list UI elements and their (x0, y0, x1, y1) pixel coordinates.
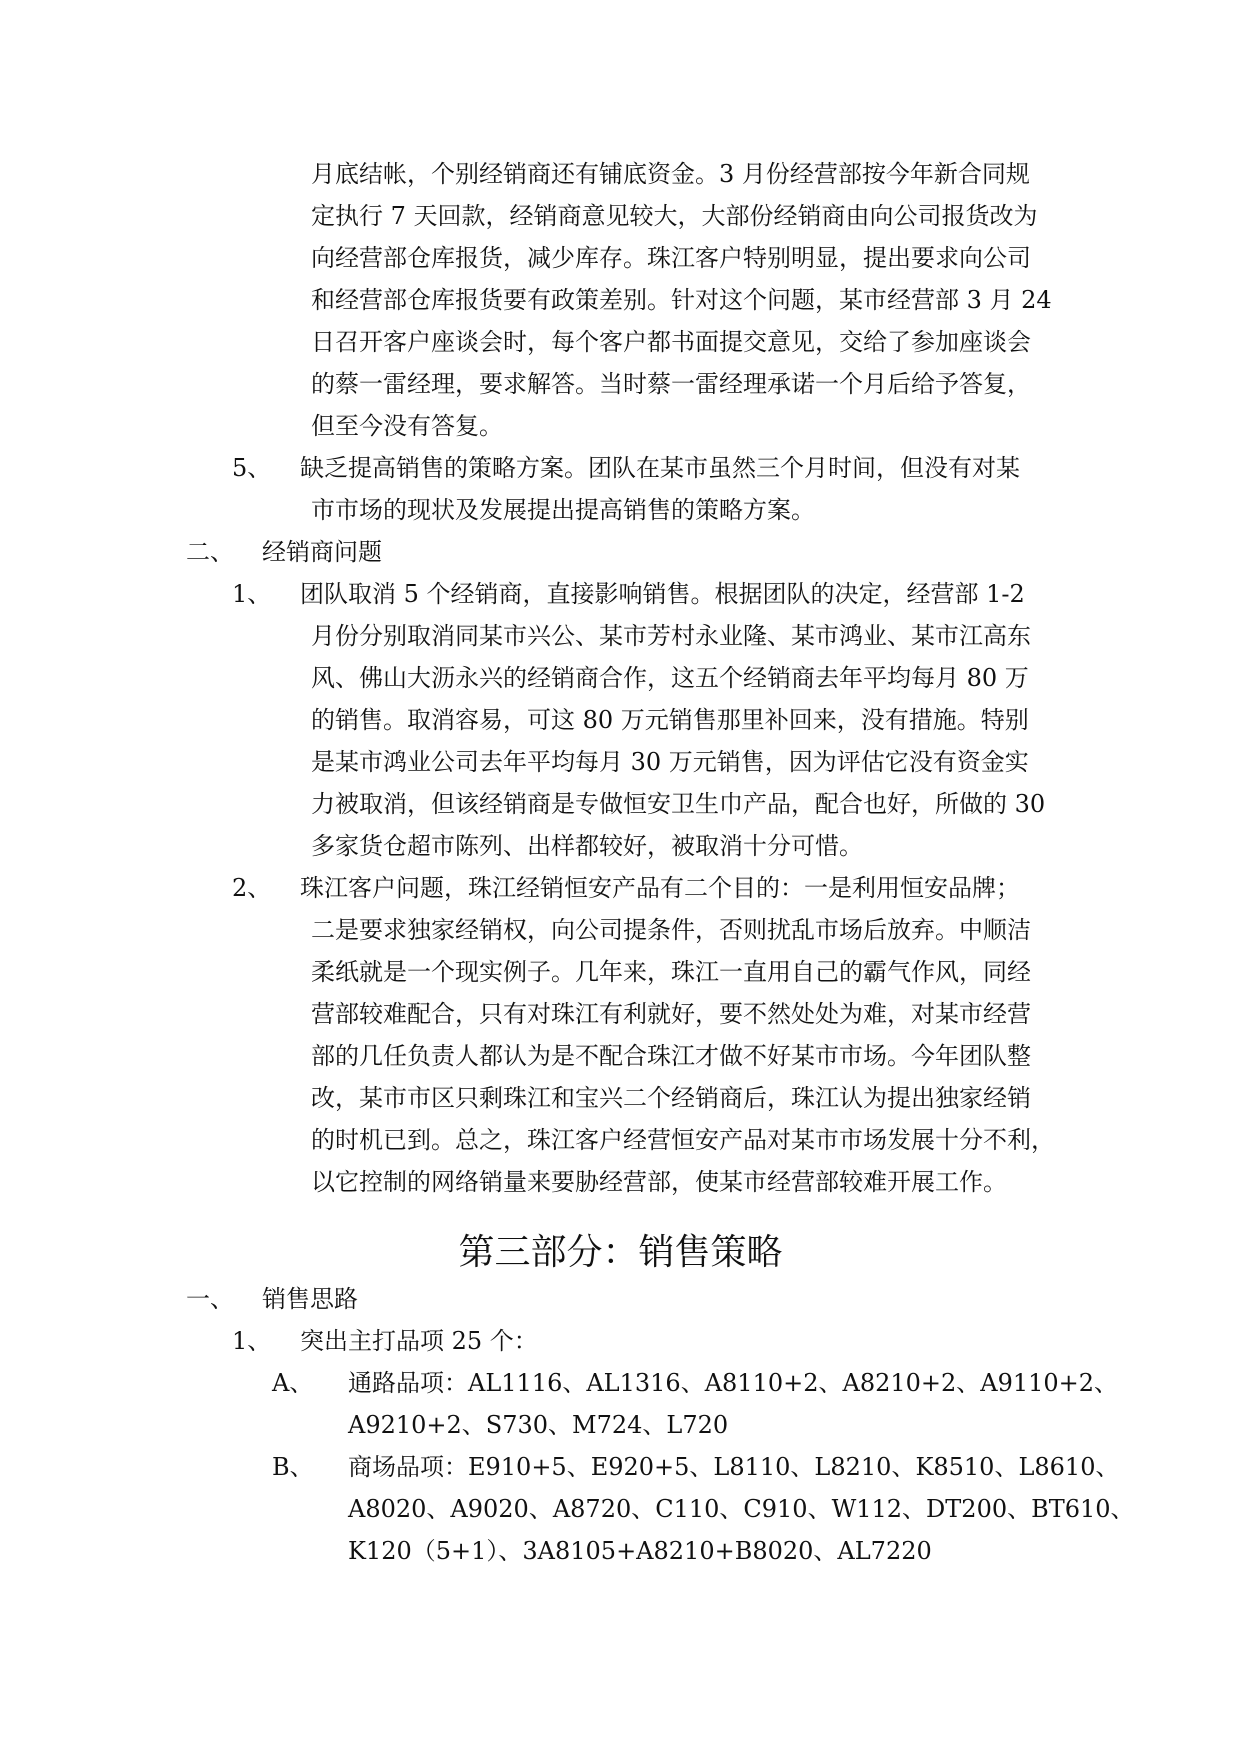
sub-list-letter: B、 (272, 1453, 314, 1481)
list-item-text: 缺乏提高销售的策略方案。团队在某市虽然三个月时间，但没有对某 (300, 454, 1020, 482)
list-item-text: 月份分别取消同某市兴公、某市芳村永业隆、某市鸿业、某市江高东 (311, 622, 1031, 650)
sub-list-text: 通路品项：AL1116、AL1316、A8110+2、A8210+2、A9110+2、 (348, 1369, 1119, 1397)
sub-list-text: K120（5+1）、3A8105+A8210+B8020、AL7220 (348, 1537, 932, 1565)
paragraph-line: 但至今没有答复。 (311, 412, 503, 440)
list-item-text: 二是要求独家经销权，向公司提条件，否则扰乱市场后放弃。中顺洁 (311, 916, 1031, 944)
list-item-text: 改，某市市区只剩珠江和宝兴二个经销商后，珠江认为提出独家经销 (311, 1084, 1031, 1112)
paragraph-line: 向经营部仓库报货，减少库存。珠江客户特别明显，提出要求向公司 (311, 244, 1031, 272)
list-item-text: 是某市鸿业公司去年平均每月 30 万元销售，因为评估它没有资金实 (311, 748, 1029, 776)
paragraph-line: 月底结帐，个别经销商还有铺底资金。3 月份经营部按今年新合同规 (311, 160, 1030, 188)
sub-list-text: A8020、A9020、A8720、C110、C910、W112、DT200、BT610、 (348, 1495, 1135, 1523)
list-number: 1、 (232, 580, 272, 608)
list-item-text: 力被取消，但该经销商是专做恒安卫生巾产品，配合也好，所做的 30 (311, 790, 1046, 818)
paragraph-line: 和经营部仓库报货要有政策差别。针对这个问题，某市经营部 3 月 24 (311, 286, 1052, 314)
list-item-text: 多家货仓超市陈列、出样都较好，被取消十分可惜。 (311, 832, 863, 860)
sub-list-text: 商场品项：E910+5、E920+5、L8110、L8210、K8510、L8610、 (348, 1453, 1120, 1481)
list-item-text: 团队取消 5 个经销商，直接影响销售。根据团队的决定，经营部 1-2 (300, 580, 1025, 608)
section-heading: 销售思路 (262, 1285, 358, 1313)
list-item-text: 突出主打品项 25 个： (300, 1327, 538, 1355)
list-number: 5、 (232, 454, 272, 482)
list-number: 2、 (232, 874, 272, 902)
sub-list-text: A9210+2、S730、M724、L720 (348, 1411, 729, 1439)
part-title: 第三部分：销售策略 (458, 1232, 783, 1273)
list-item-text: 风、佛山大沥永兴的经销商合作，这五个经销商去年平均每月 80 万 (311, 664, 1029, 692)
list-item-text: 的时机已到。总之，珠江客户经营恒安产品对某市市场发展十分不利， (311, 1126, 1055, 1154)
section-number: 一、 (186, 1285, 234, 1313)
list-item-text: 营部较难配合，只有对珠江有利就好，要不然处处为难，对某市经营 (311, 1000, 1031, 1028)
sub-list-letter: A、 (272, 1369, 314, 1397)
list-item-text: 柔纸就是一个现实例子。几年来，珠江一直用自己的霸气作风，同经 (311, 958, 1031, 986)
section-heading: 经销商问题 (262, 538, 382, 566)
list-item-text: 部的几任负责人都认为是不配合珠江才做不好某市市场。今年团队整 (311, 1042, 1031, 1070)
list-number: 1、 (232, 1327, 272, 1355)
list-item-text: 市市场的现状及发展提出提高销售的策略方案。 (311, 496, 815, 524)
paragraph-line: 定执行 7 天回款，经销商意见较大，大部份经销商由向公司报货改为 (311, 202, 1038, 230)
paragraph-line: 的蔡一雷经理，要求解答。当时蔡一雷经理承诺一个月后给予答复， (311, 370, 1031, 398)
section-number: 二、 (186, 538, 234, 566)
list-item-text: 的销售。取消容易，可这 80 万元销售那里补回来，没有措施。特别 (311, 706, 1029, 734)
list-item-text: 珠江客户问题，珠江经销恒安产品有二个目的：一是利用恒安品牌； (300, 874, 1020, 902)
paragraph-line: 日召开客户座谈会时，每个客户都书面提交意见，交给了参加座谈会 (311, 328, 1031, 356)
list-item-text: 以它控制的网络销量来要胁经营部，使某市经营部较难开展工作。 (311, 1168, 1007, 1196)
